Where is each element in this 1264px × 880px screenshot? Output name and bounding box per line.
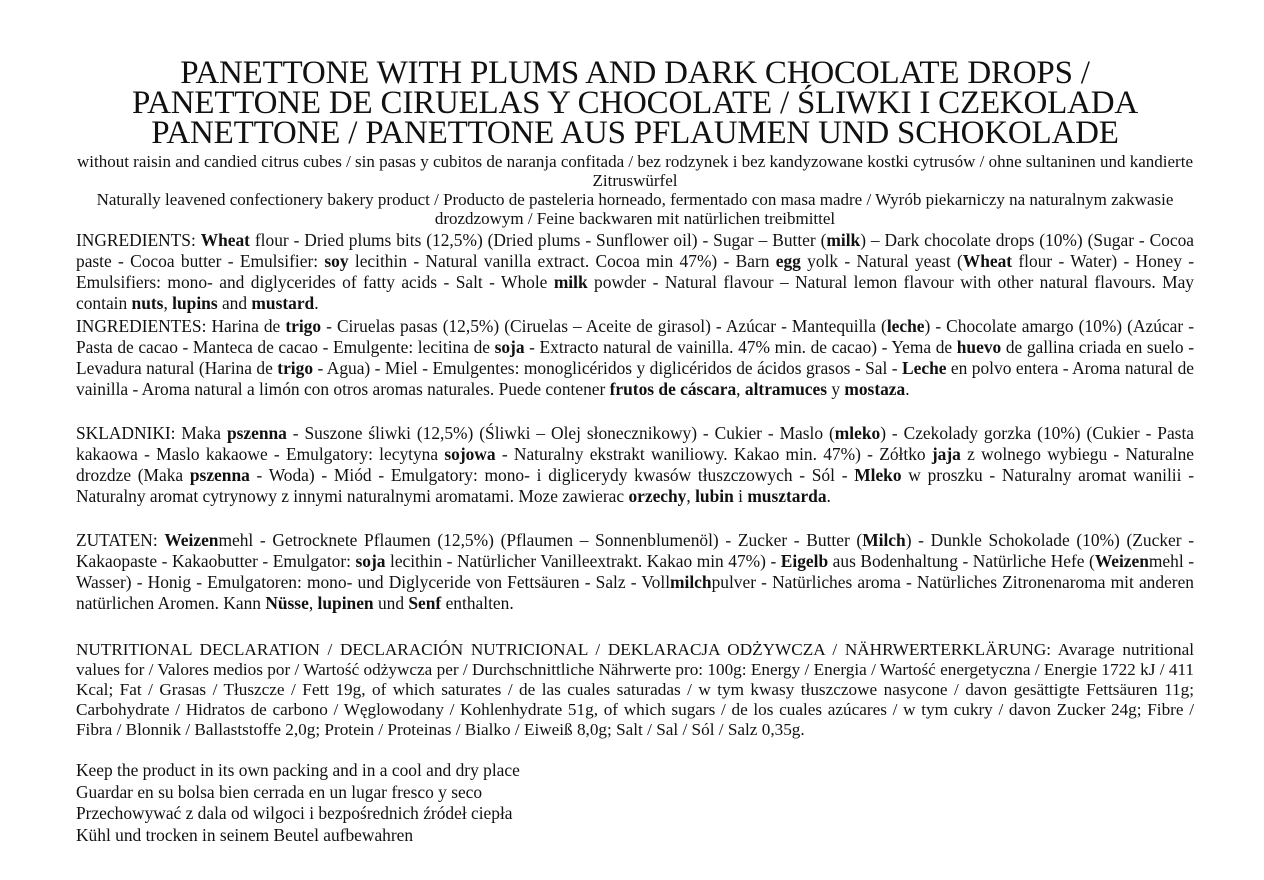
storage-instructions [76,760,520,846]
ingredients-de [76,530,1194,614]
ingredient-text: aus Bodenhaltung - Natürliche Hefe ( [828,551,1095,571]
ingredient-text: lecithin - Natural vanilla extract. Cocoa min 47%) - Barn [348,251,776,271]
allergen-text: pszenna [189,465,250,485]
allergen-text: lubin [695,486,734,506]
ingredient-text: ) - Chocolate amargo (10%) (Azúcar - Pasta de cacao - Manteca de cacao - Emulgente: lecitina de [76,316,1194,357]
allergen-text: Weizen [1094,551,1149,571]
ingredient-text: de gallina criada en suelo - Levadura natural (Harina de [76,337,1194,378]
ingredient-text: powder - Natural flavour – Natural lemon flavour with other natural flavours. May contain [76,272,1194,313]
ingredient-text: und [373,593,409,613]
allergen-text: jaja [931,444,961,464]
nutrition-declaration: NUTRITIONAL DECLARATION / DECLARACIÓN NUTRICIONAL / DEKLARACJA ODŻYWCZA / NÄHRWERTERKLÄRUNG: Avarage nutritional values for / Valores medios por / Wartość odżywcza per / Durchschnittliche Nährwerte pro: 100g: Energy / Energia / Wartość energetyczna / Energie 1722 kJ / 411 Kcal; Fat / Grasas / Tłuszcze / Fett 19g, of which saturates / de las cuales saturadas / w tym kwasy tłuszczowe nasycone / davon gesättigte Fettsäuren 11g; Carbohydrate / Hidratos de carbono / Węglowodany / Kohlenhydrate 51g, of which sugars / de los cuales azúcares / w tym cukry / davon Zucker 24g; Fibre / Fibra / Blonnik / Ballaststoffe 2,0g; Protein / Proteinas / Bialko / Eiweiß 8,0g; Salt / Sal / Sól / Salz 0,35g. [76,640,1194,739]
allergen-text: huevo [956,337,1002,357]
allergen-text: frutos de cáscara [609,379,737,399]
allergen-text: milch [670,572,712,592]
allergen-text: mostaza [844,379,906,399]
ingredient-text: lecithin - Natürlicher Vanilleextrakt. Kakao min 47%) - [385,551,781,571]
ingredient-text: ) – Dark chocolate drops (10%) (Sugar - Cocoa paste - Cocoa butter - Emulsifier: [76,230,1195,271]
ingredient-text: ) - Dunkle Schokolade (10%) (Zucker - Kakaopaste - Kakaobutter - Emulgator: [76,530,1194,571]
ingredient-text: - Woda) - Miód - Emulgatory: mono- i diglicerydy kwasów tłuszczowych - Sól - [249,465,855,485]
allergen-text: Wheat [962,251,1013,271]
title-line-1: PANETTONE WITH PLUMS AND DARK CHOCOLATE DROPS / [180,55,1090,91]
ingredient-text: SKLADNIKI: Maka [76,423,227,443]
allergen-text: nuts [131,293,164,313]
allergen-text: soy [324,251,349,271]
allergen-text: Eigelb [780,551,829,571]
allergen-text: Leche [902,358,947,378]
allergen-text: Senf [408,593,442,613]
storage-en: Keep the product in its own packing and in a cool and dry place [76,760,520,780]
ingredient-text: mehl - Wasser) - Honig - Emulgatoren: mono- und Diglyceride von Fettsäuren - Salz - Voll [76,551,1194,592]
ingredient-text: . [905,379,910,399]
ingredient-text: ZUTATEN: [76,530,165,550]
allergen-text: lupinen [317,593,374,613]
ingredient-text: , [308,593,318,613]
allergen-text: milk [553,272,588,292]
ingredient-text: and [217,293,252,313]
title-line-3: PANETTONE / PANETTONE AUS PFLAUMEN UND SCHOKOLADE [151,115,1119,151]
allergen-text: lupins [172,293,218,313]
ingredient-text: INGREDIENTES: Harina de [76,316,286,336]
ingredient-text: z wolnego wybiegu - Naturalne drozdze (Maka [76,444,1195,485]
product-title [60,55,1210,151]
ingredient-text: w proszku - Naturalny aromat wanilii - Naturalny aromat cytrynowy z innymi naturalnymi aromatami. Moze zawierac [76,465,1194,506]
allergen-text: soja [494,337,525,357]
allergen-text: pszenna [226,423,287,443]
product-subtitle: without raisin and candied citrus cubes / sin pasas y cubitos de naranja confitada / bez rodzynek i bez kandyzowane kostki cytrusów / ohne sultaninen und kandierte Zitruswürfel [76,152,1193,190]
ingredient-text: , [686,486,696,506]
ingredient-text: . [314,293,319,313]
title-line-2: PANETTONE DE CIRUELAS Y CHOCOLATE / ŚLIWKI I CZEKOLADA [131,85,1139,121]
ingredient-text: - Suszone śliwki (12,5%) (Śliwki – Olej słonecznikowy) - Cukier - Maslo ( [286,423,835,443]
ingredient-text: , [736,379,745,399]
ingredient-text: INGREDIENTS: [76,230,201,250]
allergen-text: Nüsse [265,593,309,613]
ingredient-text: mehl - Getrocknete Pflaumen (12,5%) (Pflaumen – Sonnenblumenöl) - Zucker - Butter ( [218,530,863,550]
allergen-text: leche [886,316,925,336]
allergen-text: egg [775,251,801,271]
ingredient-text: en polvo entera - Aroma natural de vainilla - Aroma natural a limón con otros aromas naturales. Puede contener [76,358,1194,399]
ingredient-text: pulver - Natürliches aroma - Natürliches Zitronenaroma mit anderen natürlichen Aromen. Kann [76,572,1194,613]
allergen-text: musztarda [747,486,827,506]
ingredients-en [76,230,1194,314]
ingredients-es [76,316,1194,400]
ingredient-text: y [826,379,845,399]
allergen-text: orzechy [628,486,687,506]
ingredient-text: yolk - Natural yeast ( [800,251,963,271]
allergen-text: mleko [834,423,881,443]
ingredient-text: - Naturalny ekstrakt waniliowy. Kakao min. 47%) - Zółtko [495,444,932,464]
allergen-text: milk [826,230,861,250]
ingredient-text: . [826,486,831,506]
ingredient-text: - Extracto natural de vainilla. 47% min. de cacao) - Yema de [524,337,957,357]
allergen-text: sojowa [444,444,496,464]
ingredients-pl [76,423,1194,507]
allergen-text: soja [355,551,386,571]
allergen-text: Mleko [854,465,902,485]
ingredient-text: i [733,486,748,506]
allergen-text: trigo [277,358,314,378]
ingredient-text: - Ciruelas pasas (12,5%) (Ciruelas – Aceite de girasol) - Azúcar - Mantequilla ( [321,316,887,336]
allergen-text: altramuces [744,379,827,399]
storage-es: Guardar en su bolsa bien cerrada en un lugar fresco y seco [76,781,483,802]
allergen-text: Weizen [164,530,219,550]
allergen-text: trigo [285,316,322,336]
ingredient-text: - Agua) - Miel - Emulgentes: monoglicéridos y diglicéridos de ácidos grasos - Sal - [313,358,903,378]
allergen-text: Wheat [200,230,250,250]
ingredient-text: flour - Dried plums bits (12,5%) (Dried plums - Sunflower oil) - Sugar – Butter ( [249,230,827,250]
allergen-text: mustard [251,293,315,313]
storage-pl: Przechowywać z dala od wilgoci i bezpośrednich źródeł ciepła [76,803,513,823]
storage-de: Kühl und trocken in seinem Beutel aufbewahren [76,824,414,845]
product-type: Naturally leavened confectionery bakery product / Producto de pasteleria horneado, fermentado con masa madre / Wyrób piekarniczy na naturalnym zakwasie drozdzowym / Feine backwaren mit natürlichen treibmittel [96,190,1174,228]
ingredient-text: enthalten. [441,593,514,613]
ingredient-text: ) - Czekolady gorzka (10%) (Cukier - Pasta kakaowa - Maslo kakaowe - Emulgatory: lecytyna [76,423,1194,464]
ingredient-text: , [163,293,173,313]
ingredient-text: flour - Water) - Honey - Emulsifiers: mono- and diglycerides of fatty acids - Salt - Whole [76,251,1195,292]
allergen-text: Milch [862,530,906,550]
